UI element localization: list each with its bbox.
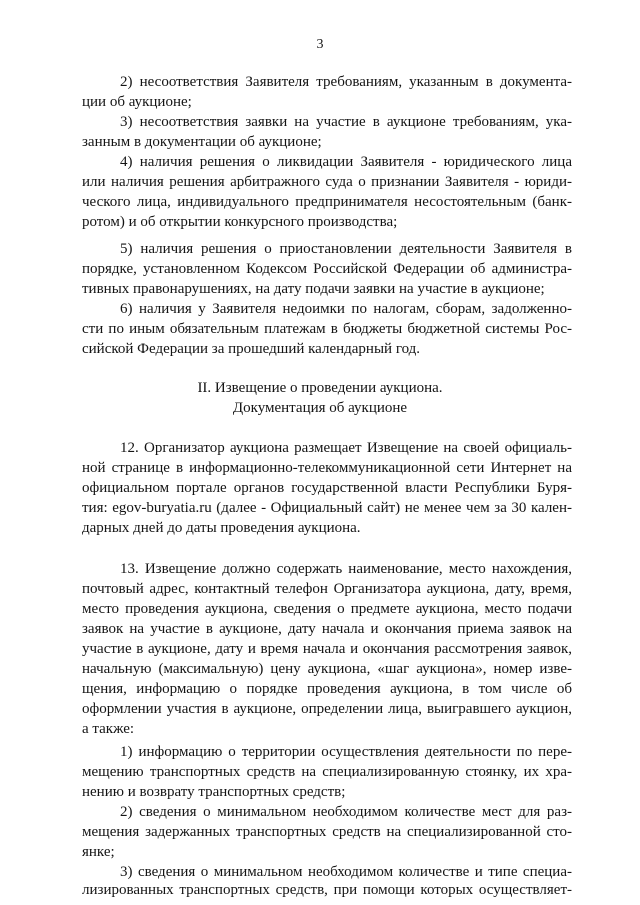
text-line: ции об аукционе; <box>82 94 192 110</box>
text-line: мещения задержанных транспортных средств на специализированной сто- <box>82 824 572 840</box>
text-line: 5) наличия решения о приостановлении деятельности Заявителя в <box>120 241 572 257</box>
text-line: 6) наличия у Заявителя недоимки по налогам, сборам, задолженно- <box>120 301 572 317</box>
text-line: ческого лица, индивидуального предпринимателя несостоятельным (банк- <box>82 194 572 210</box>
text-line: официальном портале органов государственной власти Республики Буря- <box>82 480 572 496</box>
text-line: 3) сведения о минимальном необходимом количестве и типе специа- <box>120 864 572 880</box>
text-line: лизированных транспортных средств, при помощи которых осуществляет- <box>82 882 572 898</box>
text-line: место проведения аукциона, сведения о предмете аукциона, место подачи <box>82 601 572 617</box>
text-line: начальную (максимальную) цену аукциона, «шаг аукциона», номер изве- <box>82 661 572 677</box>
text-line: щения, информацию о порядке проведения аукциона, в том числе об <box>82 681 572 697</box>
text-line: заявок на участие в аукционе, дату начала и окончания приема заявок на <box>82 621 572 637</box>
text-line: а также: <box>82 721 135 737</box>
text-line: 3) несоответствия заявки на участие в аукционе требованиям, ука- <box>120 114 572 130</box>
text-line: тия: egov-buryatia.ru (далее - Официальный сайт) не менее чем за 30 кален- <box>82 500 572 516</box>
text-line: тивных правонарушениях, на дату подачи заявки на участие в аукционе; <box>82 281 545 297</box>
text-line: 12. Организатор аукциона размещает Извещение на своей официаль- <box>120 440 572 456</box>
text-line: почтовый адрес, контактный телефон Организатора аукциона, дату, время, <box>82 581 572 597</box>
text-line: ротом) и об открытии конкурсного производства; <box>82 214 398 230</box>
text-line: 13. Извещение должно содержать наименование, место нахождения, <box>120 561 572 577</box>
text-line: 4) наличия решения о ликвидации Заявителя - юридического лица <box>120 154 572 170</box>
text-line: занным в документации об аукционе; <box>82 134 322 150</box>
text-line: 2) сведения о минимальном необходимом количестве мест для раз- <box>120 804 572 820</box>
text-line: участие в аукционе, дату и время начала и окончания рассмотрения заявок, <box>82 641 572 657</box>
text-line: сти по иным обязательным платежам в бюджеты бюджетной системы Рос- <box>82 321 572 337</box>
text-line: или наличия решения арбитражного суда о признании Заявителя - юриди- <box>82 174 572 190</box>
page-number: 3 <box>316 37 324 52</box>
text-line: мещению транспортных средств на специализированную стоянку, их хра- <box>82 764 572 780</box>
text-line: 1) информацию о территории осуществления деятельности по пере- <box>120 744 572 760</box>
text-line: янке; <box>82 844 115 860</box>
text-line: оформлении участия в аукционе, определении лица, выигравшего аукцион, <box>82 701 572 717</box>
section-heading: II. Извещение о проведении аукциона. <box>197 380 443 396</box>
text-line: ной странице в информационно-телекоммуникационной сети Интернет на <box>82 460 572 476</box>
text-line: 2) несоответствия Заявителя требованиям, указанным в документа- <box>120 74 572 90</box>
text-line: дарных дней до даты проведения аукциона. <box>82 520 361 536</box>
section-subheading: Документация об аукционе <box>232 400 408 416</box>
text-line: нению и возврату транспортных средств; <box>82 784 346 800</box>
text-line: порядке, установленном Кодексом Российской Федерации об администра- <box>82 261 572 277</box>
text-line: сийской Федерации за прошедший календарный год. <box>82 341 421 357</box>
